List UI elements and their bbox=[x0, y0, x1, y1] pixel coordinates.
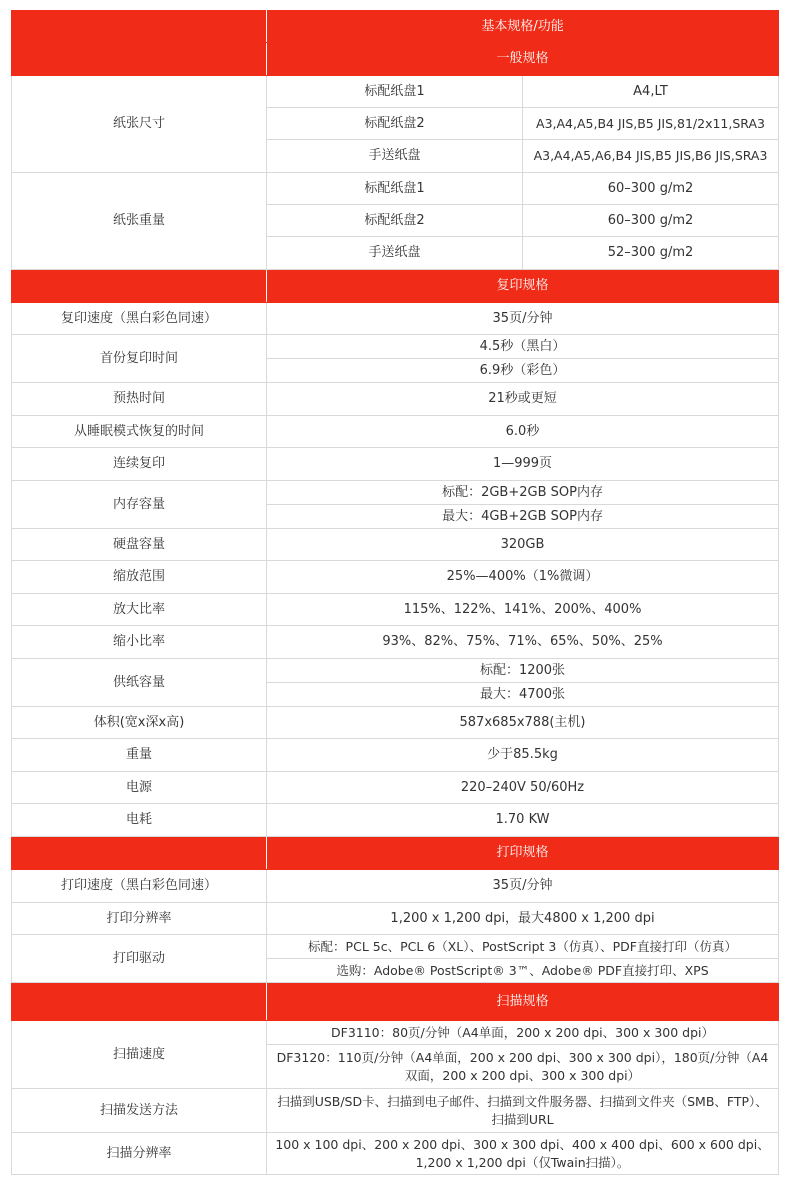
header-spacer bbox=[12, 837, 267, 870]
section-header-scan bbox=[12, 983, 779, 1021]
print-resolution-label: 打印分辨率 bbox=[12, 903, 267, 935]
print-driver-value: 标配：PCL 5c、PCL 6（XL）、PostScript 3（仿真）、PDF直接打印（仿真） bbox=[267, 935, 779, 959]
section-title-copy: 复印规格 bbox=[267, 270, 779, 303]
table-row bbox=[12, 804, 779, 837]
table-row bbox=[12, 448, 779, 481]
print-speed-label: 打印速度（黑白彩色同速） bbox=[12, 870, 267, 903]
memory-value: 标配：2GB+2GB SOP内存 bbox=[267, 481, 779, 505]
print-driver-label: 打印驱动 bbox=[12, 935, 267, 983]
paper-weight-value: 60–300 g/m2 bbox=[523, 205, 779, 237]
print-resolution-value: 1,200 x 1,200 dpi，最大4800 x 1,200 dpi bbox=[267, 903, 779, 935]
section-header-copy bbox=[12, 270, 779, 303]
print-speed-value: 35页/分钟 bbox=[267, 870, 779, 903]
sleep-recovery-value: 6.0秒 bbox=[267, 416, 779, 448]
scan-speed-value: DF3120：110页/分钟（A4单面，200 x 200 dpi、300 x 300 dpi），180页/分钟（A4双面，200 x 200 dpi、300 x 300 dpi） bbox=[267, 1045, 779, 1089]
scan-speed-label: 扫描速度 bbox=[12, 1021, 267, 1089]
paper-weight-value: 60–300 g/m2 bbox=[523, 173, 779, 205]
section-header-basic bbox=[12, 11, 779, 43]
scan-send-label: 扫描发送方法 bbox=[12, 1089, 267, 1133]
paper-source: 标配纸盘2 bbox=[267, 108, 523, 140]
table-row bbox=[12, 707, 779, 739]
section-title-print: 打印规格 bbox=[267, 837, 779, 870]
paper-capacity-value: 最大：4700张 bbox=[267, 683, 779, 707]
print-driver-value: 选购：Adobe® PostScript® 3™、Adobe® PDF直接打印、XPS bbox=[267, 959, 779, 983]
table-row bbox=[12, 335, 779, 359]
power-label: 电源 bbox=[12, 772, 267, 804]
reduce-label: 缩小比率 bbox=[12, 626, 267, 659]
section-header-general bbox=[12, 43, 779, 76]
table-row bbox=[12, 594, 779, 626]
header-spacer bbox=[12, 983, 267, 1021]
reduce-value: 93%、82%、75%、71%、65%、50%、25% bbox=[267, 626, 779, 659]
table-row bbox=[12, 1089, 779, 1133]
table-row bbox=[12, 772, 779, 804]
warmup-value: 21秒或更短 bbox=[267, 383, 779, 416]
first-copy-value: 6.9秒（彩色） bbox=[267, 359, 779, 383]
table-row bbox=[12, 416, 779, 448]
first-copy-label: 首份复印时间 bbox=[12, 335, 267, 383]
continuous-copy-label: 连续复印 bbox=[12, 448, 267, 481]
memory-value: 最大：4GB+2GB SOP内存 bbox=[267, 505, 779, 529]
consumption-label: 电耗 bbox=[12, 804, 267, 837]
copy-speed-value: 35页/分钟 bbox=[267, 303, 779, 335]
paper-source: 手送纸盘 bbox=[267, 140, 523, 173]
weight-value: 少于85.5kg bbox=[267, 739, 779, 772]
enlarge-label: 放大比率 bbox=[12, 594, 267, 626]
sleep-recovery-label: 从睡眠模式恢复的时间 bbox=[12, 416, 267, 448]
table-row bbox=[12, 870, 779, 903]
zoom-label: 缩放范围 bbox=[12, 561, 267, 594]
section-header-print bbox=[12, 837, 779, 870]
paper-capacity-value: 标配：1200张 bbox=[267, 659, 779, 683]
paper-source: 标配纸盘1 bbox=[267, 76, 523, 108]
memory-label: 内存容量 bbox=[12, 481, 267, 529]
table-row bbox=[12, 1133, 779, 1175]
first-copy-value: 4.5秒（黑白） bbox=[267, 335, 779, 359]
table-row bbox=[12, 1021, 779, 1045]
scan-speed-value: DF3110：80页/分钟（A4单面，200 x 200 dpi、300 x 300 dpi） bbox=[267, 1021, 779, 1045]
table-row bbox=[12, 383, 779, 416]
paper-size-label: 纸张尺寸 bbox=[12, 76, 267, 173]
paper-size-value: A4,LT bbox=[523, 76, 779, 108]
table-row bbox=[12, 529, 779, 561]
section-title-scan: 扫描规格 bbox=[267, 983, 779, 1021]
weight-label: 重量 bbox=[12, 739, 267, 772]
table-row bbox=[12, 626, 779, 659]
copy-speed-label: 复印速度（黑白彩色同速） bbox=[12, 303, 267, 335]
power-value: 220–240V 50/60Hz bbox=[267, 772, 779, 804]
table-row bbox=[12, 173, 779, 205]
dimensions-label: 体积(宽x深x高) bbox=[12, 707, 267, 739]
dimensions-value: 587x685x788(主机) bbox=[267, 707, 779, 739]
hdd-label: 硬盘容量 bbox=[12, 529, 267, 561]
paper-size-value: A3,A4,A5,B4 JIS,B5 JIS,81/2x11,SRA3 bbox=[523, 108, 779, 140]
paper-source: 手送纸盘 bbox=[267, 237, 523, 270]
paper-source: 标配纸盘2 bbox=[267, 205, 523, 237]
paper-size-value: A3,A4,A5,A6,B4 JIS,B5 JIS,B6 JIS,SRA3 bbox=[523, 140, 779, 173]
scan-send-value: 扫描到USB/SD卡、扫描到电子邮件、扫描到文件服务器、扫描到文件夹（SMB、FTP）、扫描到URL bbox=[267, 1089, 779, 1133]
table-row bbox=[12, 659, 779, 683]
header-spacer bbox=[12, 270, 267, 303]
table-row bbox=[12, 481, 779, 505]
paper-weight-value: 52–300 g/m2 bbox=[523, 237, 779, 270]
spec-table bbox=[11, 10, 779, 1175]
header-spacer bbox=[12, 11, 267, 43]
paper-capacity-label: 供纸容量 bbox=[12, 659, 267, 707]
table-row bbox=[12, 739, 779, 772]
table-row bbox=[12, 903, 779, 935]
paper-source: 标配纸盘1 bbox=[267, 173, 523, 205]
warmup-label: 预热时间 bbox=[12, 383, 267, 416]
section-title-basic: 基本规格/功能 bbox=[267, 11, 779, 43]
table-row bbox=[12, 76, 779, 108]
zoom-value: 25%—400%（1%微调） bbox=[267, 561, 779, 594]
table-row bbox=[12, 561, 779, 594]
section-title-general: 一般规格 bbox=[267, 43, 779, 76]
scan-resolution-value: 100 x 100 dpi、200 x 200 dpi、300 x 300 dpi、400 x 400 dpi、600 x 600 dpi、1,200 x 1,200 dpi（仅Twain扫描）。 bbox=[267, 1133, 779, 1175]
paper-weight-label: 纸张重量 bbox=[12, 173, 267, 270]
header-spacer bbox=[12, 43, 267, 76]
consumption-value: 1.70 KW bbox=[267, 804, 779, 837]
scan-resolution-label: 扫描分辨率 bbox=[12, 1133, 267, 1175]
table-row bbox=[12, 935, 779, 959]
continuous-copy-value: 1—999页 bbox=[267, 448, 779, 481]
enlarge-value: 115%、122%、141%、200%、400% bbox=[267, 594, 779, 626]
table-row bbox=[12, 303, 779, 335]
hdd-value: 320GB bbox=[267, 529, 779, 561]
